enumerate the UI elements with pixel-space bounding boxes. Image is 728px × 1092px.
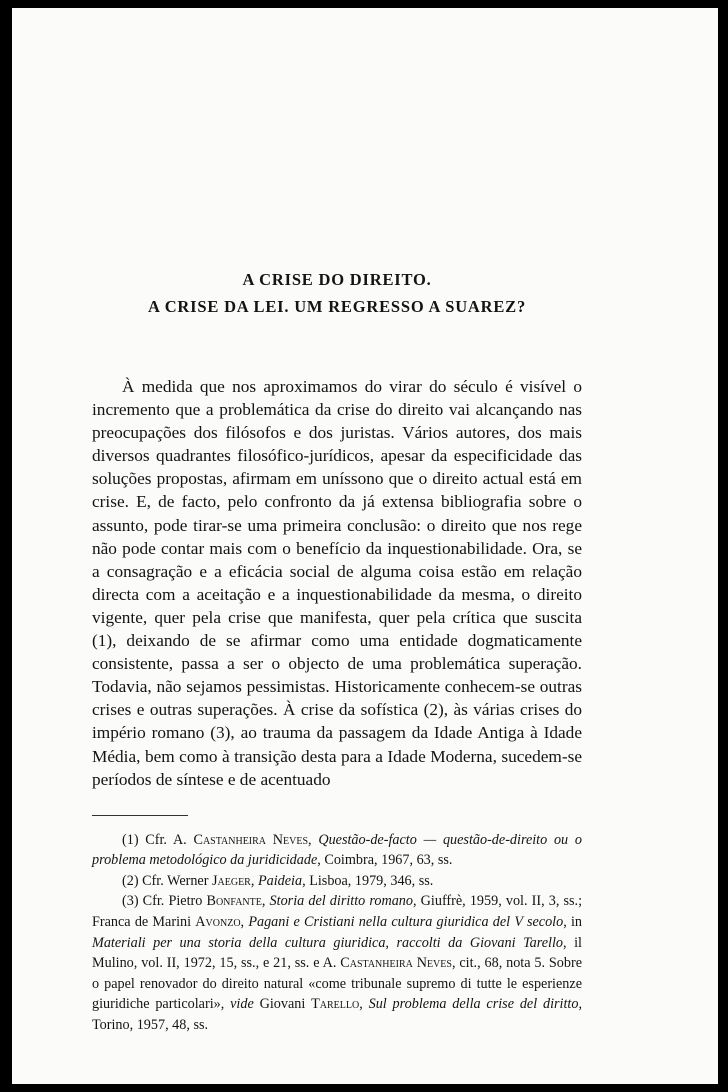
page-content bbox=[92, 266, 582, 1036]
footnote-text: , Coimbra, 1967, 63, ss. bbox=[317, 852, 453, 869]
footnote-marker: (1) bbox=[122, 831, 139, 848]
document-page bbox=[12, 8, 718, 1084]
footnote-1 bbox=[92, 830, 582, 871]
footnote-text: , cit., 68, nota 5. Sobre o papel renovador do direito natural «come tribunale supremo di tutte le esperienze giuridiche particolari», bbox=[92, 955, 583, 1013]
title-line-2: A CRISE DA LEI. UM REGRESSO A SUAREZ? bbox=[147, 297, 527, 316]
chapter-title bbox=[92, 266, 582, 320]
footnote-3 bbox=[92, 891, 582, 1035]
footnote-marker: (3) bbox=[122, 893, 139, 910]
footnote-author: Bonfante bbox=[206, 893, 262, 910]
footnote-title: Sul problema della crise del diritto bbox=[368, 996, 579, 1013]
footnote-author: Avonzo bbox=[195, 914, 241, 931]
footnote-title: Paideia bbox=[257, 872, 303, 889]
footnote-marker: (2) bbox=[122, 872, 139, 889]
footnote-text: , Torino, 1957, 48, ss. bbox=[92, 996, 583, 1034]
footnote-author: Castanheira Neves bbox=[193, 831, 309, 848]
body-paragraph: À medida que nos aproximamos do virar do século é visível o incremento que a problemática da crise do direito vai alcançando nas preocupações dos filósofos e dos juristas. Vários autores, dos mais diversos quadrantes filosófico-jurídicos, apesar da especificidade das soluções propostas, afirmam em uníssono que o direito actual está em crise. E, de facto, pelo confronto da já extensa bibliografia sobre o assunto, pode tirar-se uma primeira conclusão: o direito que nos rege não pode contar mais com o benefício da inquestionabilidade. Ora, se a consagração e a eficácia social de alguma coisa estão em relação directa com a aceitação e a inquestionabilidade da mesma, o direito vigente, quer pela crise que manifesta, quer pela crítica que suscita (1), deixando de se afirmar como uma entidade dogmaticamente consistente, passa a ser o objecto de uma problemática superação. Todavia, não sejamos pessimistas. Historicamente conhecem-se outras crises e outras superações. À crise da sofística (2), às várias crises do império romano (3), ao trauma da passagem da Idade Antiga à Idade Média, bem como à transição desta para a Idade Moderna, sucedem-se períodos de síntese e de acentuado bbox=[92, 377, 582, 789]
footnote-text: , Giuffrè, 1959, vol. II, 3, ss.; Franca de Marini bbox=[92, 893, 583, 931]
footnote-author: Castanheira Neves bbox=[340, 955, 452, 972]
title-line-1: A CRISE DO DIREITO. bbox=[242, 270, 432, 289]
footnote-author: Tarello bbox=[311, 996, 360, 1013]
footnote-text: Cfr. A. bbox=[145, 831, 187, 848]
footnote-text: Giovani bbox=[259, 996, 306, 1013]
footnote-text: , in bbox=[563, 914, 583, 931]
footnote-separator bbox=[92, 815, 188, 816]
footnote-title: Materiali per una storia della cultura giuridica, raccolti da Giovani Tarello bbox=[92, 934, 564, 951]
footnote-text: , Lisboa, 1979, 346, ss. bbox=[302, 872, 434, 889]
footnote-text: , bbox=[240, 914, 245, 931]
footnote-text: Cfr. Pietro bbox=[142, 893, 203, 910]
footnote-title: Pagani e Cristiani nella cultura giuridica del V secolo bbox=[248, 914, 564, 931]
footnote-text: Cfr. Werner bbox=[142, 872, 209, 889]
footnote-2 bbox=[92, 871, 582, 892]
footnote-text: , bbox=[250, 872, 255, 889]
footnote-title: Questão-de-facto — questão-de-direito ou o problema metodológico da juridicidade bbox=[92, 831, 582, 869]
footnote-vide: vide bbox=[230, 996, 254, 1013]
footnote-text: , bbox=[261, 893, 266, 910]
footnote-title: Storia del diritto romano bbox=[269, 893, 413, 910]
footnote-author: Jaeger bbox=[212, 872, 251, 889]
footnotes bbox=[92, 830, 582, 1036]
footnote-text: , bbox=[308, 831, 312, 848]
footnote-text: , il Mulino, vol. II, 1972, 15, ss., e 21, ss. e A. bbox=[92, 934, 582, 972]
footnote-text: , bbox=[359, 996, 363, 1013]
